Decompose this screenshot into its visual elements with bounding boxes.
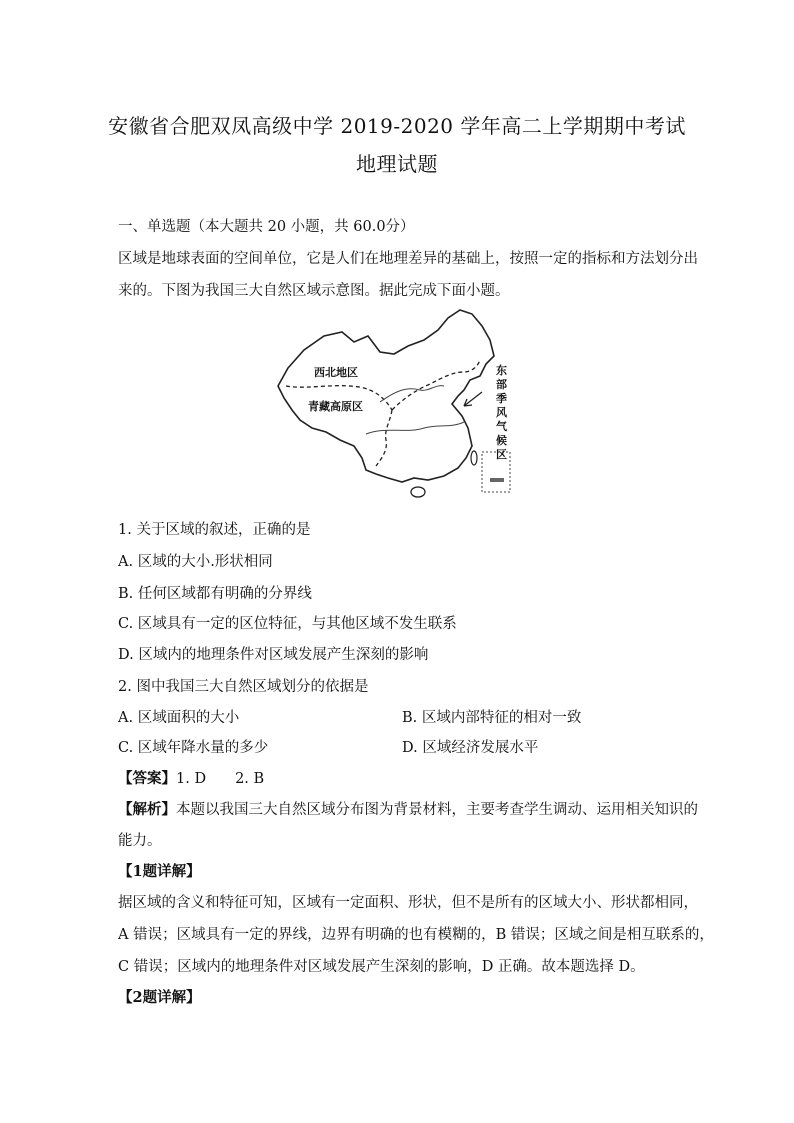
detail1-line-1: 据区域的含义和特征可知，区域有一定面积、形状，但不是所有的区域大小、形状都相同，: [118, 895, 698, 911]
q2-option-a: A. 区域面积的大小: [118, 710, 240, 726]
map-label-east-char: 气: [496, 420, 507, 433]
china-map-svg: [268, 306, 526, 502]
map-label-east: [496, 364, 510, 462]
q1-option-b: B. 任何区域都有明确的分界线: [118, 586, 312, 602]
map-label-east-char: 候: [496, 434, 507, 447]
detail1-line-3: C 错误；区域内的地理条件对区域发展产生深刻的影响，D 正确。故本题选择 D。: [118, 959, 645, 975]
answer-tag: 【答案】: [118, 770, 176, 787]
answer-line: [118, 769, 690, 789]
detail2-heading: 【2题详解】: [118, 989, 201, 1006]
map-label-east-char: 风: [496, 406, 507, 419]
intro-line-2: 来的。下图为我国三大自然区域示意图。据此完成下面小题。: [118, 283, 510, 299]
doc-title-line2: 地理试题: [356, 152, 438, 176]
q1-stem: 1. 关于区域的叙述，正确的是: [118, 522, 311, 538]
hainan-island: [411, 487, 425, 497]
yellow-river: [380, 386, 444, 402]
map-label-east-char: 东: [496, 364, 507, 377]
map-label-east-char: 季: [496, 392, 507, 405]
analysis-line-2: 能力。: [118, 833, 162, 849]
section-heading: 一、单选题（本大题共 20 小题，共 60.0分）: [118, 219, 415, 235]
q1-option-a: A. 区域的大小.形状相同: [118, 554, 273, 570]
q2-option-c: C. 区域年降水量的多少: [118, 740, 269, 756]
map-label-east-char: 区: [496, 448, 507, 461]
analysis-text-1: 本题以我国三大自然区域分布图为背景材料，主要考查学生调动、运用相关知识的: [176, 802, 698, 818]
china-outline: [278, 310, 494, 482]
boundary-qingzang-east: [376, 410, 392, 466]
q2-stem: 2. 图中我国三大自然区域划分的依据是: [118, 679, 369, 695]
q1-option-c: C. 区域具有一定的区位特征，与其他区域不发生联系: [118, 616, 457, 632]
analysis-tag: 【解析】: [118, 801, 176, 818]
q2-option-b: B. 区域内部特征的相对一致: [402, 710, 582, 726]
map-label-qingzang: 青藏高原区: [308, 400, 363, 413]
q1-option-d: D. 区域内的地理条件对区域发展产生深刻的影响: [118, 647, 429, 663]
china-regions-map: [268, 306, 526, 502]
detail1-heading: 【1题详解】: [118, 863, 201, 880]
map-label-northwest: 西北地区: [314, 366, 358, 379]
label-arrow: [464, 392, 482, 406]
doc-title-line1: 安徽省合肥双凤高级中学 2019-2020 学年高二上学期期中考试: [108, 114, 686, 138]
taiwan-island: [471, 451, 477, 465]
detail1-line-2: A 错误；区域具有一定的界线，边界有明确的也有模糊的，B 错误；区域之间是相互联系的，: [118, 927, 714, 943]
map-label-east-char: 部: [496, 378, 507, 391]
answer-text: 1. D 2. B: [176, 771, 265, 787]
q2-option-d: D. 区域经济发展水平: [402, 740, 539, 756]
yangtze-river: [366, 422, 464, 434]
analysis-line-1: [118, 800, 698, 820]
intro-line-1: 区域是地球表面的空间单位，它是人们在地理差异的基础上，按照一定的指标和方法划分出: [118, 251, 698, 267]
